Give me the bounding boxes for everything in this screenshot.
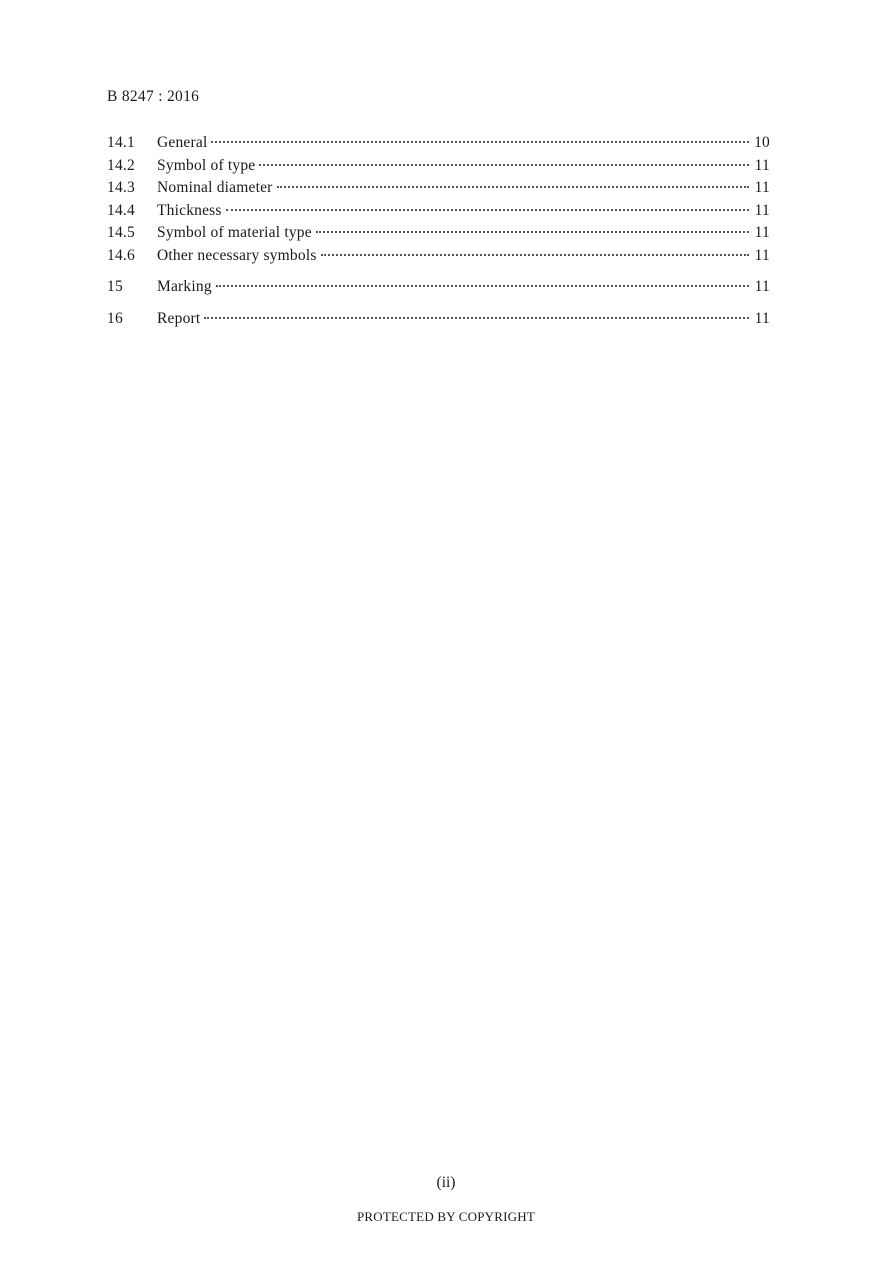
document-header: B 8247 : 2016 (107, 88, 200, 105)
toc-entry-page: 11 (754, 278, 770, 295)
toc-dot-leader (277, 186, 749, 188)
toc-dot-leader (226, 209, 749, 211)
toc-entry-number: 14.3 (107, 179, 135, 196)
copyright-footer: PROTECTED BY COPYRIGHT (357, 1209, 535, 1224)
toc-entry-number: 15 (107, 278, 123, 295)
toc-entry-page: 11 (754, 201, 770, 219)
toc-dot-leader (321, 254, 749, 256)
toc-entry-page: 11 (754, 224, 770, 241)
toc-entry-14-1[interactable] (107, 134, 770, 157)
toc-entry-14-4[interactable] (107, 202, 770, 225)
toc-entry-page: 11 (754, 179, 770, 196)
toc-entry-title: Nominal diameter (157, 179, 273, 196)
toc-entry-number: 16 (107, 309, 123, 327)
toc-entry-page: 10 (754, 134, 770, 151)
toc-entry-14-5[interactable] (107, 224, 770, 247)
toc-entry-title: Symbol of material type (157, 224, 312, 241)
toc-entry-title: Symbol of type (157, 156, 256, 174)
toc-dot-leader (216, 285, 749, 287)
toc-dot-leader (259, 164, 749, 166)
toc-entry-title: Other necessary symbols (157, 246, 317, 264)
toc-entry-title: Thickness (157, 201, 222, 219)
toc-entry-number: 14.5 (107, 224, 135, 241)
toc-entry-title: General (157, 134, 208, 151)
toc-entry-14-3[interactable] (107, 179, 770, 202)
toc-entry-number: 14.2 (107, 156, 135, 174)
toc-entry-14-6[interactable] (107, 247, 770, 270)
toc-entry-page: 11 (754, 246, 770, 264)
table-of-contents (107, 134, 770, 332)
toc-entry-number: 14.6 (107, 246, 135, 264)
toc-dot-leader (316, 231, 749, 233)
toc-entry-number: 14.4 (107, 201, 135, 219)
toc-entry-number: 14.1 (107, 134, 135, 151)
toc-entry-15[interactable] (107, 278, 770, 301)
toc-entry-page: 11 (754, 309, 770, 327)
toc-entry-14-2[interactable] (107, 157, 770, 180)
toc-entry-title: Marking (157, 278, 212, 295)
page-number: (ii) (436, 1174, 456, 1191)
toc-dot-leader (211, 141, 749, 143)
toc-entry-title: Report (157, 309, 201, 327)
toc-dot-leader (204, 317, 749, 319)
toc-entry-16[interactable] (107, 310, 770, 333)
toc-entry-page: 11 (754, 156, 770, 174)
